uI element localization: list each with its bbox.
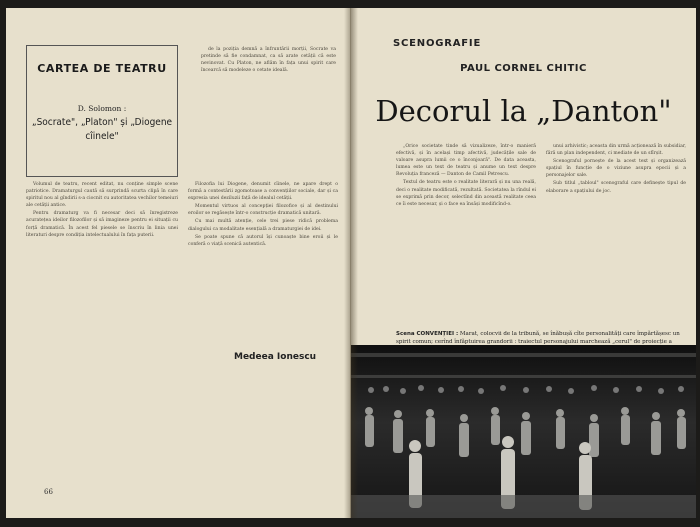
section-title: SCENOGRAFIE xyxy=(393,38,482,49)
left-col1-top-text xyxy=(201,46,336,176)
paragraph: Filozofia lui Diogene, denumit cîinele, ne apare drept o formă a contestării zgomotoase a convențiilor sociale, dar și ca expresia unei deziluzii față de idealul cetății. xyxy=(188,182,338,202)
article-headline: Decorul la „Danton" xyxy=(375,94,672,128)
box-heading: CARTEA DE TEATRU xyxy=(37,62,167,75)
box-author: D. Solomon : xyxy=(77,104,127,113)
article-byline: PAUL CORNEL CHITIC xyxy=(460,63,587,74)
paragraph: Cu mai multă atenție, cele trei piese ridică problema dialogului ca modalitate esențială a dramaturgiei de idei. xyxy=(188,219,338,232)
paragraph: de la poziția demnă a înfruntării morții, Socrate va pretinde să fie condamnat, ca să arate cetății că este nevinovat. Cu Platon, ne aflăm în fața unui spirit care încearcă să modeleze o cetate ideală. xyxy=(201,47,336,74)
paragraph: Momentul virtuos al concepției filozofice și al destinului eroilor se regăsește într-o construcție dramatică unitară. xyxy=(188,204,338,217)
left-page xyxy=(6,8,351,518)
right-col2-text xyxy=(546,143,686,321)
paragraph: Pentru dramaturg va fi necesar deci să înregistreze acuratețea ideilor filozofilor și să imagineze pentru ei situații cu forță dramatică. În acest fel piesele se înscriu în linia unei literaturi despre condiția intelectualului în fața puterii. xyxy=(26,211,178,238)
left-col1-text xyxy=(26,181,178,499)
right-page xyxy=(351,8,696,518)
paragraph: Textul de teatru este o realitate literară și nu una reală, deci o realitate modificată, rezultată. Societatea la rîndul ei se exprimă prin decor, selectînd din această realitate ceea ce îi este necesar, și o face ea însăși modificînd-o. xyxy=(396,180,536,207)
paragraph: „Orice societate tinde să vizualizeze, într-o manieră efectivă, și în același timp afectivă, judecățile sale de valoare asupra lumii ce o înconjoară". De data aceasta, lumea este un text de teatru și anume un text despre Revoluția franceză — Danton de Camil Petrescu. xyxy=(396,144,536,178)
paragraph: Volumul de teatru, recent editat, nu conține simple scene patriotice. Dramaturgul caută să surprindă scurta clipă în care spiritul nou al gîndirii s-a ciocnit cu autoritatea vechilor temeiuri ale cetății antice. xyxy=(26,182,178,209)
paragraph: unui arhivistic; aceasta din urmă acționează în subsidiar, fără un plan independent, ci mediate de un sfîrșit. xyxy=(546,144,686,157)
box-title: „Socrate", „Platon" și „Diogene cîinele" xyxy=(31,117,173,142)
page-number: 66 xyxy=(44,488,53,496)
page-gutter xyxy=(344,8,358,518)
stage-scene-photo xyxy=(351,345,696,518)
review-signature: Medeea Ionescu xyxy=(234,352,317,362)
book-review-box xyxy=(26,45,178,177)
paragraph: Se poate spune că autorul își cunoaște bine eroii și le conferă o viață scenică autentică. xyxy=(188,234,338,247)
right-col1-text xyxy=(396,143,536,321)
caption-label: Scena CONVENȚIEI : xyxy=(396,331,459,337)
left-col2-text xyxy=(188,181,338,341)
magazine-spread xyxy=(6,8,696,518)
paragraph: Sub titlul „tabloul" scenograful care definește tipul de elaborare a spațiului de joc. xyxy=(546,181,686,194)
caption-text: Marat, colocvii de la tribună, se înăbușă cîte personalități care împărtășesc un spirit comun; cerînd înfăptuirea grandorii : traiectul personajului marchează „cerul" de proiecție a xyxy=(396,331,680,345)
paragraph: Scenograful pornește de la acest text și organizează spațiul în funcție de o viziune asupra epocii și a personajelor sale. xyxy=(546,159,686,179)
